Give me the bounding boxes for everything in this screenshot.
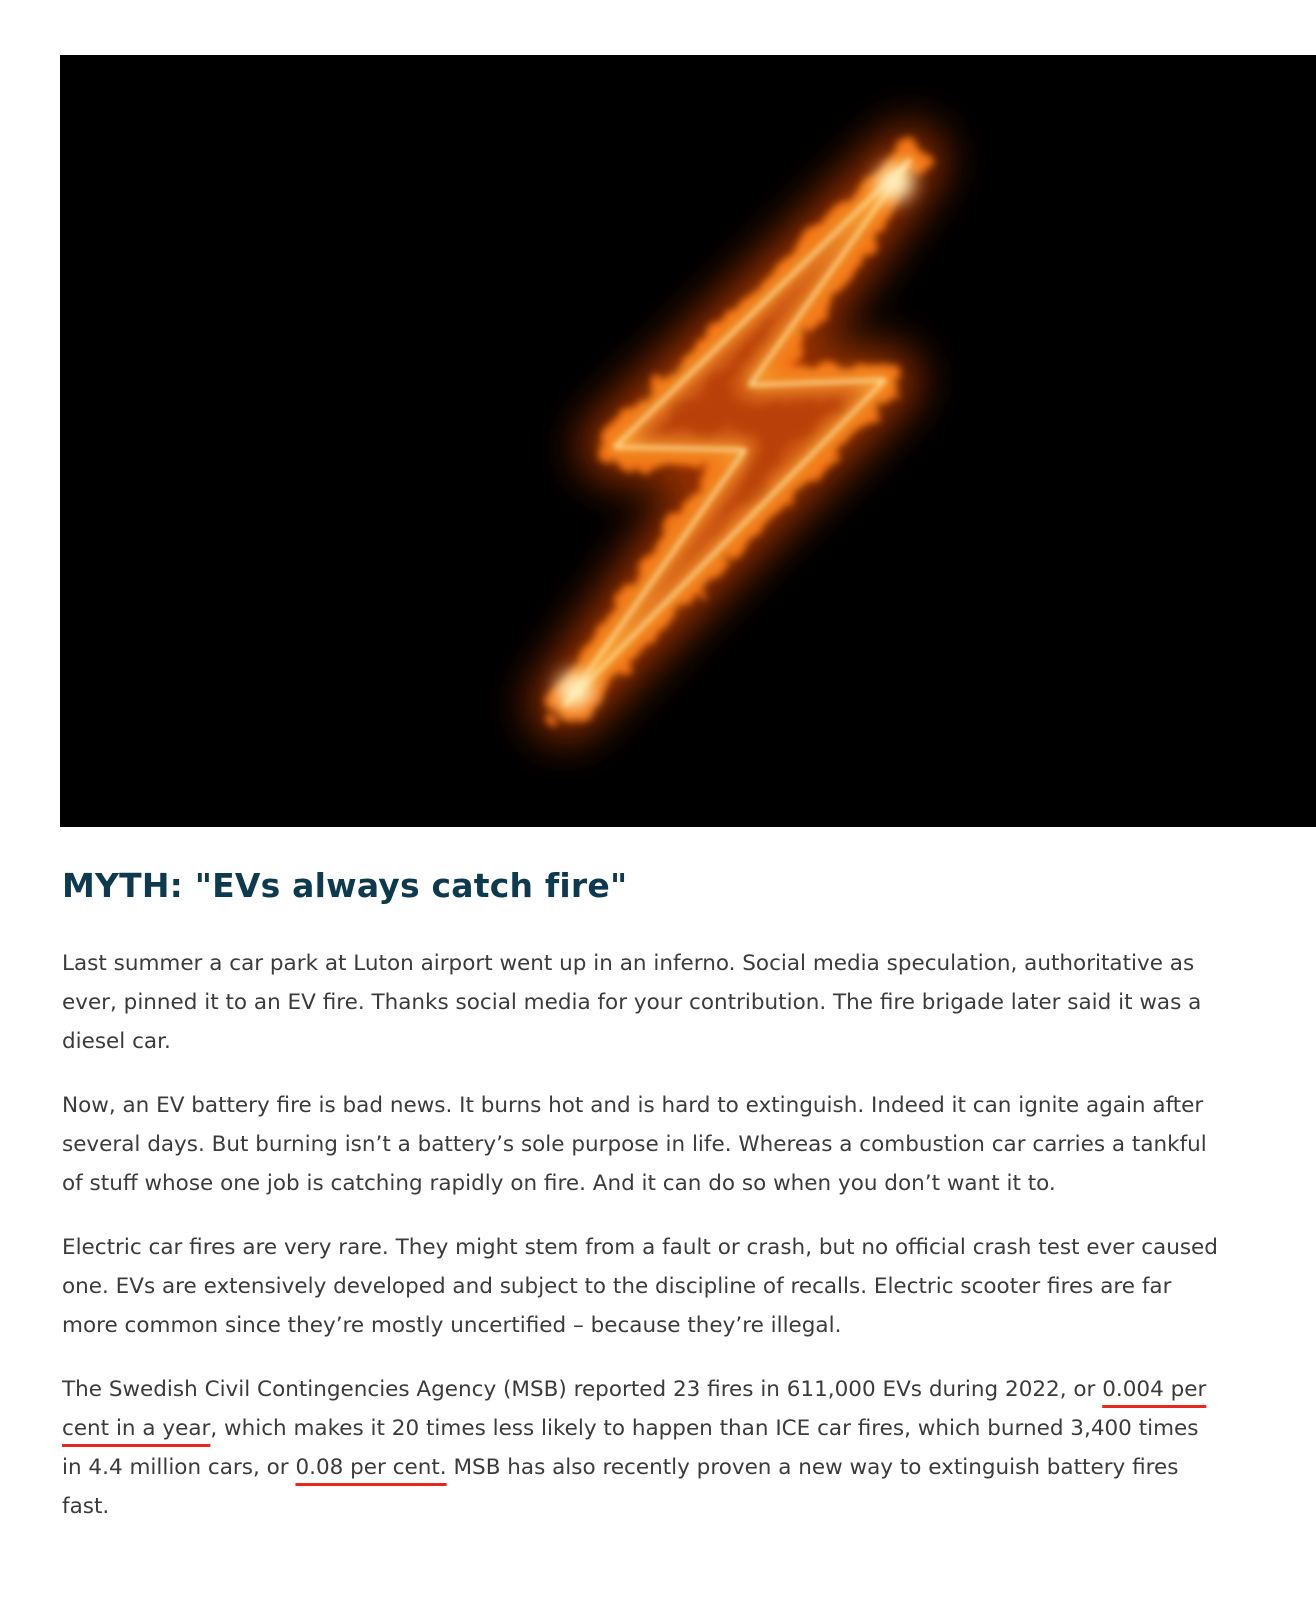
highlight-ev-fire-rate: 0.004 per cent in a year <box>62 1377 1207 1441</box>
paragraph-fire-rarity: Electric car fires are very rare. They might stem from a fault or crash, but no official crash test ever caused one. EVs are extensively developed and subject to the discipline of recalls. Electric scooter fires are far more common since they’re mostly uncertified – because they’re illegal. <box>62 1235 1218 1338</box>
msb-text-part2: , which makes it 20 times less likely to happen than ICE car fires, which burned 3,400 times in 4.4 million cars, or <box>62 1416 1199 1480</box>
paragraph-luton-fire: Last summer a car park at Luton airport went up in an inferno. Social media speculation, authoritative as ever, pinned it to an EV fire. Thanks social media for your contribution. The fire brigade later said it was a diesel car. <box>62 951 1202 1054</box>
paragraph-msb-statistics <box>62 1370 1222 1526</box>
msb-text-part1: The Swedish Civil Contingencies Agency (MSB) reported 23 fires in 611,000 EVs during 2022, or <box>62 1377 1103 1402</box>
article-body <box>62 866 1222 1551</box>
hero-image <box>60 55 1316 827</box>
myth-heading: MYTH: "EVs always catch fire" <box>62 866 628 905</box>
paragraph-battery-fire: Now, an EV battery fire is bad news. It burns hot and is hard to extinguish. Indeed it can ignite again after several days. But burning isn’t a battery’s sole purpose in life. Whereas a combustion car carries a tankful of stuff whose one job is catching rapidly on fire. And it can do so when you don’t want it to. <box>62 1093 1207 1196</box>
flaming-lightning-bolt-icon <box>60 55 1316 827</box>
msb-text-part3: MSB has also recently proven a new way to extinguish battery fires fast. <box>62 1455 1179 1519</box>
highlight-ice-fire-rate: 0.08 per cent. <box>295 1455 447 1480</box>
